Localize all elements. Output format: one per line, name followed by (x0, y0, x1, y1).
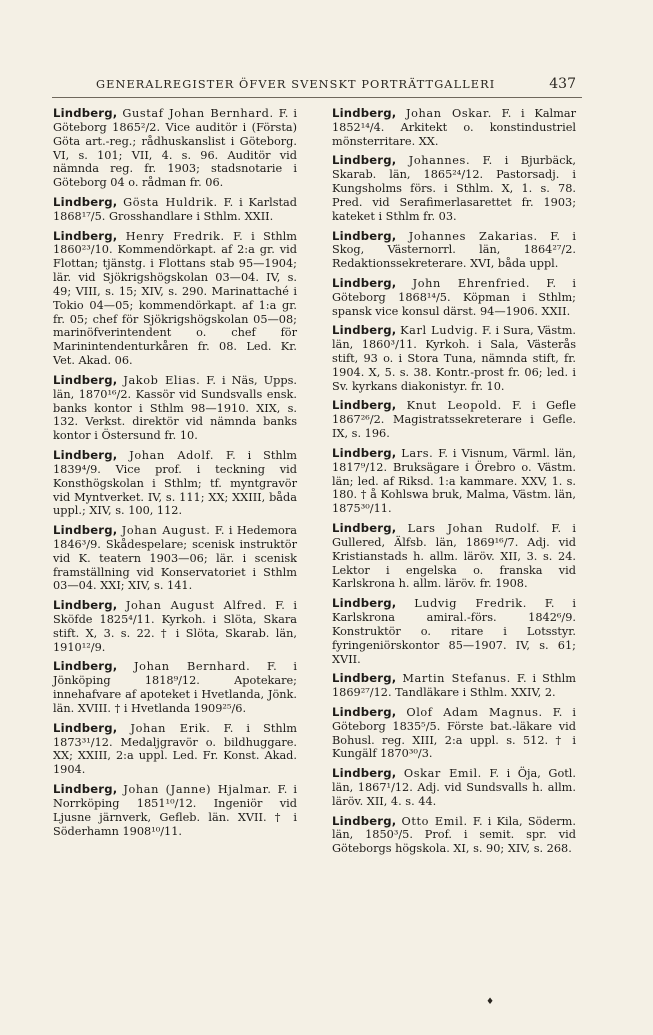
entry-surname: Lindberg, (53, 447, 118, 462)
entry-given-names: Gösta Huldrik. (123, 195, 218, 209)
entry-surname: Lindberg, (53, 523, 118, 538)
entry-given-names: John Ehrenfried. (412, 276, 531, 290)
entry-given-names: Johan (Janne) Hjalmar. (123, 782, 272, 796)
entry-given-names: Otto Emil. (401, 814, 468, 828)
running-head: GENERALREGISTER ÖFVER SVENSKT PORTRÄTTGALLERI (96, 78, 496, 91)
page-header (96, 76, 576, 96)
entry-text: F. i Sura, Västm. län, 1860³/11. Kyrkoh. i Sala, Västerås stift, 93 o. i Stora Tuna, nämnda stift, fr. 1904. X, 5. s. 38. Kontr.-prost fr. 06; led. i Sv. kyrkans diakonistyr. fr. 10. (332, 324, 577, 393)
left-column (53, 107, 297, 844)
entry-surname: Lindberg, (53, 720, 118, 735)
entry-surname: Lindberg, (332, 398, 397, 413)
entry-given-names: Oskar Emil. (403, 767, 482, 781)
entry-surname: Lindberg, (332, 596, 397, 611)
register-entry (332, 706, 576, 761)
entry-text: F. i Norrköping 1851¹⁰/12. Ingeniör vid Ljusne järnverk, Gefleb. län. XVII. † i Söderhamn 1908¹⁰/11. (53, 782, 298, 838)
register-entry (332, 277, 576, 319)
right-column (332, 107, 576, 862)
entry-text: F. i Visnum, Värml. län, 1817⁹/12. Bruksägare i Örebro o. Västm. län; led. af Riksd. 1:a kammare. XXV, 1. s. 180. † å Kohlswa bruk, Malma, Västm. län, 1875³⁰/11. (332, 446, 577, 516)
register-entry (332, 230, 576, 272)
entry-given-names: Johannes Zakarias. (408, 229, 538, 243)
entry-text: F. i Sthlm 1873³¹/12. Medaljgravör o. bildhuggare. XX; XXIII, 2:a uppl. Led. Fr. Konst. Akad. 1904. (53, 721, 298, 777)
register-entry (332, 324, 576, 393)
register-entry (332, 672, 576, 700)
entry-text: F. i Hedemora 1846³/9. Skådespelare; scenisk instruktör vid K. teatern 1903—06; lär. i scenisk framställning vid Konservatoriet i Sthlm 03—04. XXI; XIV, s. 141. (53, 524, 297, 593)
entry-given-names: Ludvig Fredrik. (414, 597, 527, 611)
entry-text: F. i Sthlm 1860²³/10. Kommendörkapt. af 2:a gr. vid Flottan; tjänstg. i Flottans stab 95—1904; lär. vid Sjökrigshögskolan 03—04. IV, s. 49; VIII, s. 15; XIV, s. 290. Marinattaché i Tokio 04—05; kommendörkapt. af 1:a gr. fr. 05; chef för Sjökrigshögskolan 05—08; marinöfverintendent o. chef för Marinintendenturkåren fr. 08. Led. Kr. Vet. Akad. 06. (53, 229, 298, 368)
entry-given-names: Gustaf Johan Bernhard. (122, 107, 274, 120)
entry-text: F. i Kalmar 1852¹⁴/4. Arkitekt o. konstindustriel mönsterritare. XX. (332, 107, 577, 148)
register-entry (332, 107, 576, 149)
entry-given-names: Lars. (401, 446, 434, 460)
entry-text: F. i Göteborg 1835⁵/5. Förste bat.-läkare vid Bohusl. reg. XIII, 2:a uppl. s. 512. † i Kungälf 1870³⁰/3. (332, 705, 577, 761)
entry-given-names: Johan Oskar. (406, 107, 492, 120)
register-entry (53, 230, 297, 368)
entry-surname: Lindberg, (53, 372, 118, 387)
entry-text: F. i Skog, Västernorrl. län, 1864²⁷/2. Redaktionssekreterare. XVI, båda uppl. (332, 229, 577, 271)
entry-text: F. i Kila, Söderm. län, 1850³/5. Prof. i semit. spr. vid Göteborgs högskola. XI, s. 90; XIV, s. 268. (332, 814, 576, 856)
entry-surname: Lindberg, (53, 598, 118, 613)
register-entry (53, 524, 297, 593)
header-rule (52, 97, 582, 98)
entry-given-names: Johan Erik. (130, 721, 211, 735)
entry-text: F. i Näs, Upps. län, 1870¹⁶/2. Kassör vid Sundsvalls ensk. banks kontor i Sthlm 98—1910. XIX, s. 132. Verkst. direktör vid nämnda banks kontor i Östersund fr. 10. (53, 373, 297, 443)
entry-surname: Lindberg, (53, 194, 118, 209)
entry-surname: Lindberg, (53, 781, 118, 796)
entry-surname: Lindberg, (332, 275, 397, 290)
entry-given-names: Johan Adolf. (129, 448, 215, 462)
entry-text: F. i Gefle 1867²⁶/2. Magistratssekreterare i Gefle. IX, s. 196. (332, 399, 577, 441)
entry-surname: Lindberg, (53, 106, 118, 120)
entry-surname: Lindberg, (332, 153, 397, 168)
entry-given-names: Johan August Alfred. (125, 599, 267, 613)
entry-surname: Lindberg, (332, 671, 397, 686)
register-entry (53, 107, 297, 190)
entry-given-names: Martin Stefanus. (402, 672, 511, 686)
entry-surname: Lindberg, (332, 766, 397, 781)
page-mark: ♦ (486, 997, 495, 1007)
register-entry (332, 597, 576, 666)
entry-given-names: Jakob Elias. (123, 373, 201, 387)
entry-surname: Lindberg, (53, 228, 118, 243)
register-entry (53, 449, 297, 518)
entry-given-names: Johan August. (121, 524, 211, 538)
entry-given-names: Olof Adam Magnus. (406, 705, 543, 719)
entry-text: F. i Bjurbäck, Skarab. län, 1865²⁴/12. Pastorsadj. i Kungsholms förs. i Sthlm. X, 1. s. 78. Pred. vid Serafimerlasarettet fr. 1903; kateket i Sthlm fr. 03. (332, 154, 576, 223)
register-entry (332, 154, 576, 223)
entry-surname: Lindberg, (332, 228, 397, 243)
entry-text: F. i Sköfde 1825⁴/11. Kyrkoh. i Slöta, Skara stift. X, 3. s. 22. † i Slöta, Skarab. län, 1910¹²/9. (53, 599, 297, 654)
entry-given-names: Lars Johan Rudolf. (407, 522, 541, 536)
register-entry (53, 783, 297, 838)
register-entry (53, 196, 297, 224)
register-entry (332, 447, 576, 516)
entry-surname: Lindberg, (332, 106, 397, 120)
register-entry (53, 722, 297, 777)
entry-text: F. i Gullered, Älfsb. län, 1869¹⁶/7. Adj. vid Kristianstads h. allm. läröv. XII, 3. s. 24. Lektor i engelska o. franska vid Karlskrona h. allm. läröv. fr. 1908. (332, 522, 577, 591)
entry-text: F. i Jönköping 1818⁹/12. Apotekare; innehafvare af apoteket i Hvetlanda, Jönk. län. XVIII. † i Hvetlanda 1909²⁵/6. (53, 660, 298, 715)
entry-text: F. i Sthlm 1839⁴/9. Vice prof. i teckning vid Konsthögskolan i Sthlm; tf. myntgravör vid Myntverket. IV, s. 111; XX; XXIII, båda uppl.; XIV, s. 100, 112. (53, 448, 297, 518)
entry-surname: Lindberg, (332, 445, 397, 460)
entry-surname: Lindberg, (53, 659, 118, 674)
entry-text: F. i Göteborg 1865²/2. Vice auditör i (Första) Göta art.-reg.; rådhuskanslist i Göteborg. VI, s. 101; VII, 4. s. 96. Auditör vid nämnda reg. fr. 1903; stadsnotarie i Göteborg 04 o. rådman fr. 06. (53, 107, 298, 190)
entry-given-names: Karl Ludvig. (400, 324, 479, 338)
entry-surname: Lindberg, (332, 521, 397, 536)
register-entry (332, 522, 576, 591)
entry-given-names: Johan Bernhard. (134, 660, 251, 674)
entry-surname: Lindberg, (332, 813, 397, 828)
entry-text: F. i Göteborg 1868¹⁴/5. Köpman i Sthlm; spansk vice konsul därst. 94—1906. XXII. (332, 276, 577, 318)
entry-given-names: Knut Leopold. (406, 399, 502, 413)
entry-text: F. i Karlskrona amiral.-förs. 1842⁶/9. Konstruktör o. ritare i Lotsstyr. fyringeniörskontor 85—1907. IV, s. 61; XVII. (332, 597, 576, 666)
register-entry (332, 815, 576, 857)
register-entry (53, 374, 297, 443)
page-number: 437 (549, 76, 576, 92)
register-entry (332, 767, 576, 809)
entry-text: F. i Karlstad 1868¹⁷/5. Grosshandlare i Sthlm. XXII. (53, 195, 298, 223)
entry-given-names: Johannes. (408, 154, 471, 168)
entry-surname: Lindberg, (332, 323, 397, 338)
entry-text: F. i Sthlm 1869²⁷/12. Tandläkare i Sthlm. XXIV, 2. (332, 672, 577, 700)
register-entry (332, 399, 576, 441)
entry-given-names: Henry Fredrik. (125, 229, 225, 243)
register-entry (53, 660, 297, 715)
entry-surname: Lindberg, (332, 704, 397, 719)
register-entry (53, 599, 297, 654)
entry-text: F. i Öja, Gotl. län, 1867¹/12. Adj. vid Sundsvalls h. allm. läröv. XII, 4. s. 44. (332, 767, 577, 808)
